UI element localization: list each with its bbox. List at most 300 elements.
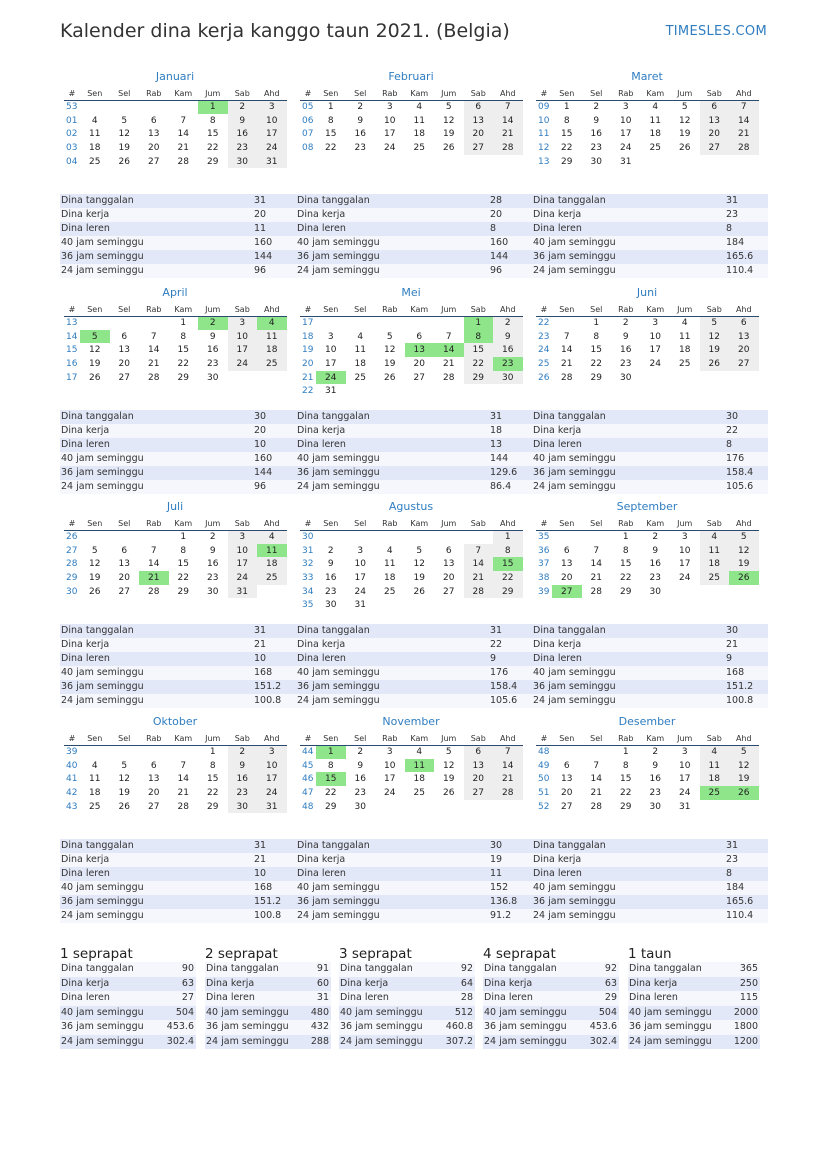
stat-label: 40 jam seminggu (297, 667, 380, 678)
stat-value: 31 (726, 840, 739, 851)
summary-value: 480 (310, 1006, 329, 1018)
day-cell: 5 (121, 760, 128, 771)
day-cell: 18 (354, 358, 366, 369)
summary-label: Dina tanggalan (629, 963, 702, 974)
week-number: 16 (66, 358, 78, 369)
day-cell: 12 (384, 345, 396, 356)
day-cell: 26 (384, 372, 396, 383)
stat-value: 21 (254, 854, 267, 865)
day-cell: 20 (148, 142, 160, 153)
empty-day-cell (228, 371, 258, 385)
day-cell: 19 (118, 787, 130, 798)
day-cell: 1 (209, 747, 216, 758)
day-cell: 6 (563, 760, 570, 771)
summary-row (339, 1020, 475, 1035)
month-calendar (300, 70, 522, 155)
month-stats (60, 624, 296, 708)
day-cell: 9 (327, 559, 334, 570)
week-row (64, 544, 287, 558)
day-cell: 24 (649, 358, 661, 369)
week-number: 50 (538, 774, 550, 785)
day-header: Sab (228, 303, 258, 316)
day-cell: 23 (228, 786, 258, 800)
week-number-header: # (536, 732, 552, 745)
month-table (536, 303, 759, 384)
week-row (536, 759, 759, 773)
day-header: Sen (80, 303, 110, 316)
week-number: 08 (302, 142, 314, 153)
day-cell: 28 (148, 586, 160, 597)
summary-row (483, 1035, 619, 1050)
day-cell: 16 (649, 559, 661, 570)
day-cell: 30 (649, 586, 661, 597)
day-cell: 22 (177, 358, 189, 369)
day-cell: 10 (620, 115, 632, 126)
day-cell: 27 (700, 141, 730, 155)
stat-value: 21 (254, 639, 267, 650)
stat-value: 30 (726, 625, 739, 636)
week-row (300, 786, 523, 800)
day-cell: 24 (679, 572, 691, 583)
day-header: Sen (316, 87, 346, 100)
day-cell: 18 (413, 129, 425, 140)
day-header: Sab (700, 517, 730, 530)
stat-value: 176 (490, 667, 509, 678)
day-header: Rab (375, 303, 405, 316)
stat-row (60, 666, 296, 680)
stat-row (60, 480, 296, 494)
empty-day-cell (80, 316, 110, 330)
summary-value: 60 (316, 977, 329, 989)
day-cell: 6 (121, 331, 128, 342)
day-header: Rab (611, 517, 641, 530)
summary-value: 307.2 (445, 1035, 473, 1047)
day-cell: 17 (325, 358, 337, 369)
week-number-header: # (300, 303, 316, 316)
day-cell: 2 (228, 100, 258, 114)
day-cell: 6 (464, 100, 494, 114)
summary-value: 28 (460, 992, 473, 1003)
day-cell: 8 (622, 545, 629, 556)
day-cell: 11 (257, 544, 287, 558)
day-cell: 3 (681, 532, 688, 543)
day-header: Kam (169, 732, 199, 745)
day-cell: 15 (177, 559, 189, 570)
summary-rows (60, 962, 196, 1049)
day-cell: 26 (118, 801, 130, 812)
week-number: 29 (66, 572, 78, 583)
day-cell: 11 (89, 774, 101, 785)
day-cell: 21 (493, 127, 523, 141)
week-row (64, 772, 287, 786)
stat-label: Dina kerja (533, 425, 582, 436)
stat-row (296, 250, 532, 264)
day-header: Kam (405, 732, 435, 745)
summary-row (483, 1020, 619, 1035)
day-cell: 7 (563, 331, 570, 342)
month-stats (532, 194, 768, 278)
stat-label: Dina kerja (533, 639, 582, 650)
stat-value: 151.2 (254, 896, 282, 907)
month-stats (296, 624, 532, 708)
stat-value: 22 (726, 425, 739, 436)
empty-day-cell (169, 745, 199, 759)
month-stats (296, 410, 532, 494)
day-cell: 17 (257, 772, 287, 786)
day-cell: 4 (91, 115, 98, 126)
summary-label: 40 jam seminggu (484, 1006, 567, 1018)
day-cell: 30 (325, 600, 337, 611)
week-number: 42 (66, 787, 78, 798)
day-cell: 14 (493, 759, 523, 773)
week-row (536, 800, 759, 814)
stat-value: 105.6 (726, 481, 754, 492)
day-header: Sab (700, 303, 730, 316)
day-cell: 18 (257, 557, 287, 571)
day-cell: 27 (464, 786, 494, 800)
day-cell: 20 (561, 787, 573, 798)
week-row (64, 530, 287, 544)
stat-row (60, 638, 296, 652)
day-cell: 15 (561, 129, 573, 140)
stat-label: 24 jam seminggu (297, 695, 380, 706)
summary-block (205, 946, 331, 1049)
day-header: Sen (316, 517, 346, 530)
stat-value: 10 (254, 868, 267, 879)
stat-value: 11 (490, 868, 503, 879)
day-cell: 27 (118, 586, 130, 597)
day-cell: 3 (257, 100, 287, 114)
day-cell: 27 (148, 801, 160, 812)
empty-day-cell (80, 530, 110, 544)
day-cell: 5 (386, 331, 393, 342)
day-cell: 30 (228, 155, 258, 169)
summary-rows (628, 962, 760, 1049)
empty-day-cell (434, 316, 464, 330)
day-cell: 26 (729, 571, 759, 585)
day-cell: 17 (228, 557, 258, 571)
empty-day-cell (552, 530, 582, 544)
week-number: 03 (66, 142, 78, 153)
stat-value: 31 (490, 411, 503, 422)
week-number: 17 (66, 372, 78, 383)
stat-row (60, 680, 296, 694)
day-cell: 2 (209, 532, 216, 543)
day-cell: 11 (649, 115, 661, 126)
day-cell: 18 (384, 572, 396, 583)
day-cell: 10 (384, 115, 396, 126)
day-cell: 21 (561, 358, 573, 369)
summary-label: 36 jam seminggu (206, 1021, 289, 1032)
empty-day-cell (552, 316, 582, 330)
day-cell: 2 (198, 316, 228, 330)
stat-label: Dina leren (297, 439, 346, 450)
day-cell: 21 (139, 571, 169, 585)
day-cell: 25 (413, 787, 425, 798)
stat-row (60, 452, 296, 466)
day-cell: 1 (316, 745, 346, 759)
brand-link[interactable]: TIMESLES.COM (665, 24, 767, 39)
day-cell: 5 (729, 530, 759, 544)
summary-label: Dina kerja (484, 977, 533, 989)
week-number: 33 (302, 572, 314, 583)
month-stats (60, 839, 296, 923)
day-cell: 8 (327, 115, 334, 126)
day-cell: 1 (563, 102, 570, 113)
week-number: 48 (302, 801, 314, 812)
stat-value: 20 (254, 425, 267, 436)
stat-row (532, 694, 768, 708)
week-number: 30 (302, 532, 314, 543)
day-header: Rab (375, 517, 405, 530)
summary-value: 432 (310, 1021, 329, 1032)
stat-label: 36 jam seminggu (61, 467, 144, 478)
day-cell: 30 (649, 801, 661, 812)
stat-value: 31 (254, 840, 267, 851)
day-cell: 3 (386, 747, 393, 758)
week-row (536, 772, 759, 786)
day-header: Jum (670, 303, 700, 316)
empty-day-cell (729, 371, 759, 385)
stat-value: 8 (726, 868, 733, 879)
summary-row (205, 1006, 331, 1021)
stat-row (532, 410, 768, 424)
day-cell: 1 (464, 316, 494, 330)
day-cell: 17 (228, 343, 258, 357)
stat-value: 31 (490, 625, 503, 636)
day-cell: 30 (207, 586, 219, 597)
day-cell: 30 (590, 156, 602, 167)
day-cell: 12 (443, 760, 455, 771)
summary-value: 504 (598, 1006, 617, 1018)
day-cell: 4 (257, 316, 287, 330)
day-cell: 20 (561, 572, 573, 583)
month-table (300, 517, 523, 612)
day-cell: 26 (443, 142, 455, 153)
stat-value: 30 (726, 411, 739, 422)
stat-value: 22 (490, 639, 503, 650)
day-cell: 28 (177, 156, 189, 167)
day-cell: 10 (257, 114, 287, 128)
day-cell: 7 (180, 115, 187, 126)
stat-row (296, 881, 532, 895)
stat-label: Dina kerja (297, 425, 346, 436)
empty-day-cell (700, 800, 730, 814)
month-stats (296, 839, 532, 923)
empty-day-cell (405, 530, 435, 544)
day-cell: 25 (649, 142, 661, 153)
day-cell: 9 (209, 331, 216, 342)
day-cell: 19 (700, 343, 730, 357)
day-cell: 25 (413, 142, 425, 153)
empty-day-cell (139, 316, 169, 330)
day-cell: 28 (590, 801, 602, 812)
day-cell: 3 (622, 102, 629, 113)
week-number: 07 (302, 129, 314, 140)
stat-row (60, 222, 296, 236)
day-cell: 18 (257, 343, 287, 357)
summary-row (339, 991, 475, 1006)
week-row (536, 786, 759, 800)
stat-label: Dina leren (61, 653, 110, 664)
empty-day-cell (464, 530, 494, 544)
empty-day-cell (169, 100, 199, 114)
day-cell: 6 (464, 745, 494, 759)
empty-day-cell (464, 800, 494, 814)
day-cell: 17 (649, 345, 661, 356)
day-cell: 29 (561, 156, 573, 167)
day-cell: 21 (590, 572, 602, 583)
day-cell: 13 (561, 559, 573, 570)
day-header: Ahd (493, 87, 523, 100)
day-cell: 18 (700, 557, 730, 571)
day-cell: 24 (620, 142, 632, 153)
day-header: Ahd (257, 732, 287, 745)
stat-value: 8 (490, 223, 497, 234)
stat-value: 30 (254, 411, 267, 422)
day-cell: 19 (89, 572, 101, 583)
day-header: Sel (110, 732, 140, 745)
stat-label: Dina tanggalan (61, 411, 134, 422)
stat-label: 36 jam seminggu (533, 251, 616, 262)
summary-label: 24 jam seminggu (340, 1035, 423, 1047)
week-number: 30 (66, 586, 78, 597)
stat-label: Dina leren (533, 653, 582, 664)
month-name: Oktober (152, 715, 198, 728)
day-cell: 15 (493, 557, 523, 571)
month-name: Desember (618, 715, 676, 728)
stat-value: 13 (490, 439, 503, 450)
day-cell: 5 (681, 102, 688, 113)
day-cell: 6 (445, 545, 452, 556)
stat-value: 31 (254, 625, 267, 636)
week-row (64, 316, 287, 330)
summary-row (205, 1020, 331, 1035)
week-row (300, 114, 523, 128)
day-cell: 19 (118, 142, 130, 153)
day-cell: 25 (257, 357, 287, 371)
empty-day-cell (405, 800, 435, 814)
summary-label: Dina leren (61, 992, 110, 1003)
week-row (300, 800, 523, 814)
day-header: Ahd (493, 303, 523, 316)
day-cell: 4 (652, 102, 659, 113)
month-name: Februari (388, 70, 434, 83)
day-cell: 15 (590, 345, 602, 356)
day-cell: 30 (493, 371, 523, 385)
summary-value: 504 (175, 1006, 194, 1018)
day-cell: 2 (357, 747, 364, 758)
stat-value: 160 (254, 237, 273, 248)
day-cell: 15 (207, 774, 219, 785)
summary-label: 40 jam seminggu (61, 1006, 144, 1018)
summary-row (628, 977, 760, 992)
month-stats (532, 839, 768, 923)
day-cell: 21 (493, 772, 523, 786)
month-name: Juli (166, 500, 184, 513)
day-cell: 7 (593, 545, 600, 556)
day-cell: 17 (384, 774, 396, 785)
summary-row (339, 962, 475, 977)
day-cell: 18 (649, 129, 661, 140)
month-calendar (536, 500, 758, 598)
day-cell: 16 (493, 343, 523, 357)
day-cell: 28 (464, 585, 494, 599)
month-stats (296, 194, 532, 278)
summary-label: 40 jam seminggu (206, 1006, 289, 1018)
stat-row (296, 624, 532, 638)
stat-label: 24 jam seminggu (61, 910, 144, 921)
stat-label: Dina kerja (61, 209, 110, 220)
summary-rows (483, 962, 619, 1049)
stat-row (60, 264, 296, 278)
summary-row (628, 1020, 760, 1035)
empty-day-cell (110, 316, 140, 330)
stat-value: 28 (490, 195, 503, 206)
day-header: Sel (110, 303, 140, 316)
day-cell: 20 (443, 572, 455, 583)
summary-label: 36 jam seminggu (629, 1021, 712, 1032)
empty-day-cell (493, 800, 523, 814)
stat-label: 40 jam seminggu (533, 237, 616, 248)
day-cell: 7 (493, 745, 523, 759)
day-cell: 3 (652, 318, 659, 329)
day-cell: 4 (91, 760, 98, 771)
month-name: Agustus (388, 500, 434, 513)
day-cell: 7 (493, 100, 523, 114)
day-header: Sen (80, 517, 110, 530)
stat-value: 100.8 (254, 910, 282, 921)
week-row (536, 127, 759, 141)
day-cell: 5 (91, 545, 98, 556)
empty-day-cell (670, 585, 700, 599)
day-cell: 16 (354, 774, 366, 785)
day-header: Kam (641, 303, 671, 316)
summary-row (483, 991, 619, 1006)
day-cell: 17 (384, 129, 396, 140)
day-cell: 19 (729, 557, 759, 571)
day-header: Kam (169, 517, 199, 530)
month-stats (532, 410, 768, 494)
day-cell: 2 (652, 747, 659, 758)
stat-value: 144 (254, 251, 273, 262)
stat-row (296, 438, 532, 452)
summary-row (60, 991, 196, 1006)
week-row (64, 141, 287, 155)
month-table (536, 732, 759, 813)
week-row (64, 114, 287, 128)
day-cell: 4 (416, 747, 423, 758)
empty-day-cell (434, 598, 464, 612)
week-row (64, 343, 287, 357)
stat-row (296, 680, 532, 694)
empty-day-cell (493, 384, 523, 398)
month-name: Maret (631, 70, 663, 83)
week-number: 26 (66, 532, 78, 543)
stat-row (296, 264, 532, 278)
stat-label: Dina leren (297, 223, 346, 234)
week-number: 11 (538, 129, 550, 140)
stat-label: Dina leren (61, 223, 110, 234)
stat-value: 30 (490, 840, 503, 851)
stat-row (532, 264, 768, 278)
empty-day-cell (375, 530, 405, 544)
week-number: 20 (302, 358, 314, 369)
day-cell: 14 (561, 345, 573, 356)
summary-title: 1 seprapat (60, 946, 133, 962)
empty-day-cell (700, 585, 730, 599)
stat-label: 40 jam seminggu (61, 882, 144, 893)
